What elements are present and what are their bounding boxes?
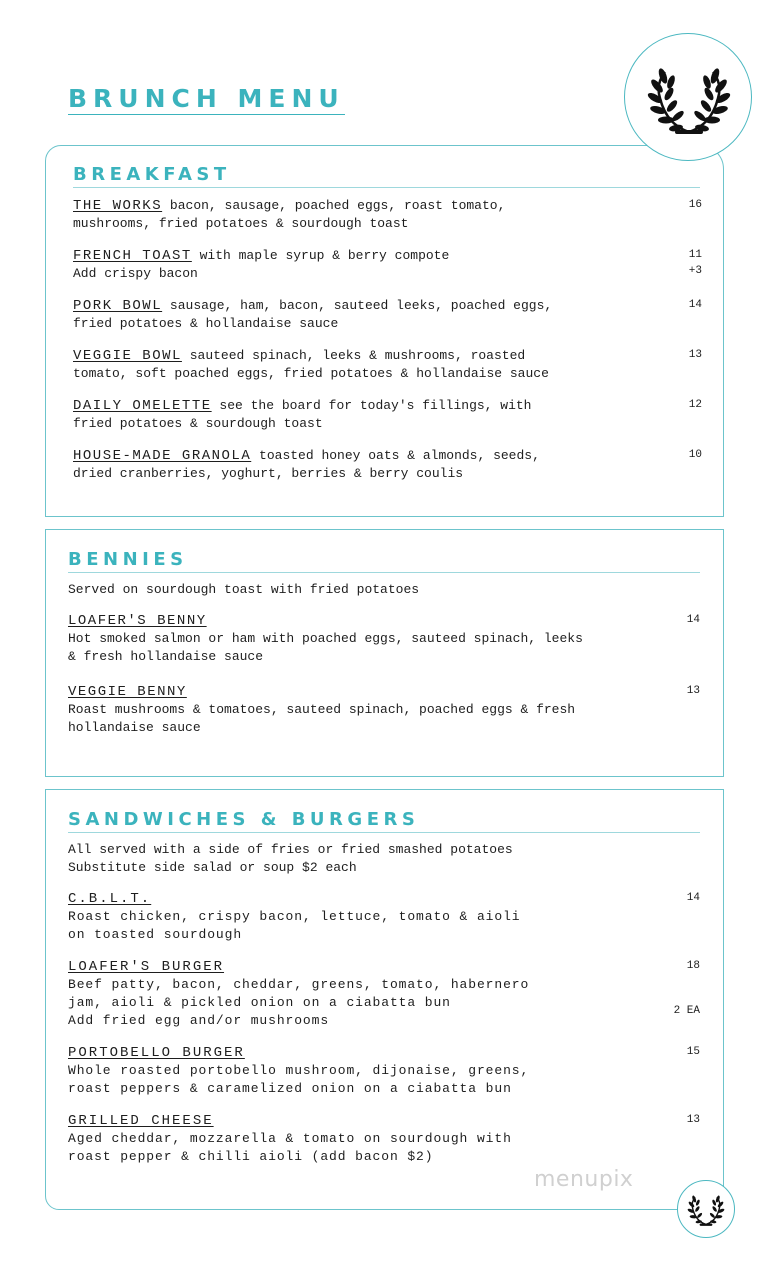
item-desc: Aged cheddar, mozzarella & tomato on sourdough with <box>68 1131 512 1146</box>
item-desc: with maple syrup & berry compote <box>191 248 450 263</box>
laurel-badge <box>624 33 752 161</box>
item-price: 13 <box>686 1114 700 1126</box>
menu-item <box>68 890 520 944</box>
item-price: 13 <box>688 349 702 361</box>
item-desc: roast peppers & caramelized onion on a ciabatta bun <box>68 1081 512 1096</box>
laurel-wreath-icon <box>686 1189 726 1229</box>
item-desc: tomato, soft poached eggs, fried potatoes & hollandaise sauce <box>73 366 549 381</box>
bennies-divider <box>68 572 700 573</box>
sandwiches-divider <box>68 832 700 833</box>
sandwiches-note: Substitute side salad or soup $2 each <box>68 860 357 875</box>
bennies-title: BENNIES <box>68 549 188 570</box>
item-price: 10 <box>688 449 702 461</box>
breakfast-divider <box>73 187 700 188</box>
item-desc: see the board for today's fillings, with <box>211 398 532 413</box>
item-name: GRILLED CHEESE <box>68 1113 214 1129</box>
item-desc: fried potatoes & sourdough toast <box>73 416 323 431</box>
item-desc: sauteed spinach, leeks & mushrooms, roasted <box>181 348 526 363</box>
item-desc: Beef patty, bacon, cheddar, greens, tomato, habernero <box>68 977 530 992</box>
item-price: 11 <box>688 249 702 261</box>
menu-item <box>68 683 575 737</box>
item-desc: bacon, sausage, poached eggs, roast tomato, <box>162 198 506 213</box>
sandwiches-note: All served with a side of fries or fried smashed potatoes <box>68 842 513 857</box>
item-desc: Hot smoked salmon or ham with poached eggs, sauteed spinach, leeks <box>68 631 583 646</box>
menu-item <box>73 247 449 283</box>
item-name: THE WORKS <box>73 198 163 214</box>
laurel-wreath-icon <box>645 54 733 142</box>
item-price: 13 <box>686 685 700 697</box>
item-desc: fried potatoes & hollandaise sauce <box>73 316 339 331</box>
item-price: 18 <box>686 960 700 972</box>
item-desc: sausage, ham, bacon, sauteed leeks, poached eggs, <box>162 298 553 313</box>
item-desc: toasted honey oats & almonds, seeds, <box>251 448 540 463</box>
item-price: 12 <box>688 399 702 411</box>
menu-item <box>68 1112 512 1166</box>
menu-title: BRUNCH MENU <box>68 84 345 113</box>
menu-item <box>73 397 531 433</box>
item-desc: hollandaise sauce <box>68 720 201 735</box>
item-name: DAILY OMELETTE <box>73 398 212 414</box>
item-price: 14 <box>686 614 700 626</box>
item-name: PORTOBELLO BURGER <box>68 1045 245 1061</box>
menu-item <box>73 197 505 233</box>
bennies-note: Served on sourdough toast with fried potatoes <box>68 582 420 597</box>
item-price: 14 <box>688 299 702 311</box>
sandwiches-title: SANDWICHES & BURGERS <box>68 809 420 830</box>
item-desc: jam, aioli & pickled onion on a ciabatta bun <box>68 995 451 1010</box>
item-desc: mushrooms, fried potatoes & sourdough toast <box>73 216 409 231</box>
menu-item <box>73 297 552 333</box>
menu-item <box>68 958 529 1030</box>
addon-price: 2 EA <box>673 1005 700 1017</box>
item-addon: Add fried egg and/or mushrooms <box>68 1013 330 1028</box>
item-addon: Add crispy bacon <box>73 266 198 281</box>
item-desc: & fresh hollandaise sauce <box>68 649 264 664</box>
breakfast-title: BREAKFAST <box>73 164 231 185</box>
laurel-badge-small <box>677 1180 735 1238</box>
item-name: PORK BOWL <box>73 298 163 314</box>
item-desc: dried cranberries, yoghurt, berries & berry coulis <box>73 466 464 481</box>
addon-price: +3 <box>688 265 702 277</box>
item-name: LOAFER'S BENNY <box>68 613 207 629</box>
item-name: FRENCH TOAST <box>73 248 192 264</box>
item-name: C.B.L.T. <box>68 891 152 907</box>
menu-item <box>68 612 583 666</box>
item-desc: Whole roasted portobello mushroom, dijonaise, greens, <box>68 1063 530 1078</box>
item-price: 14 <box>686 892 700 904</box>
menu-item <box>68 1044 529 1098</box>
item-desc: roast pepper & chilli aioli (add bacon $2) <box>68 1149 434 1164</box>
item-price: 15 <box>686 1046 700 1058</box>
item-name: VEGGIE BENNY <box>68 684 187 700</box>
menu-item <box>73 347 549 383</box>
menu-item <box>73 447 540 483</box>
item-name: HOUSE-MADE GRANOLA <box>73 448 252 464</box>
item-price: 16 <box>688 199 702 211</box>
item-desc: on toasted sourdough <box>68 927 243 942</box>
item-desc: Roast chicken, crispy bacon, lettuce, tomato & aioli <box>68 909 521 924</box>
item-name: LOAFER'S BURGER <box>68 959 225 975</box>
item-name: VEGGIE BOWL <box>73 348 182 364</box>
watermark: menupix <box>534 1167 634 1192</box>
item-desc: Roast mushrooms & tomatoes, sauteed spinach, poached eggs & fresh <box>68 702 576 717</box>
